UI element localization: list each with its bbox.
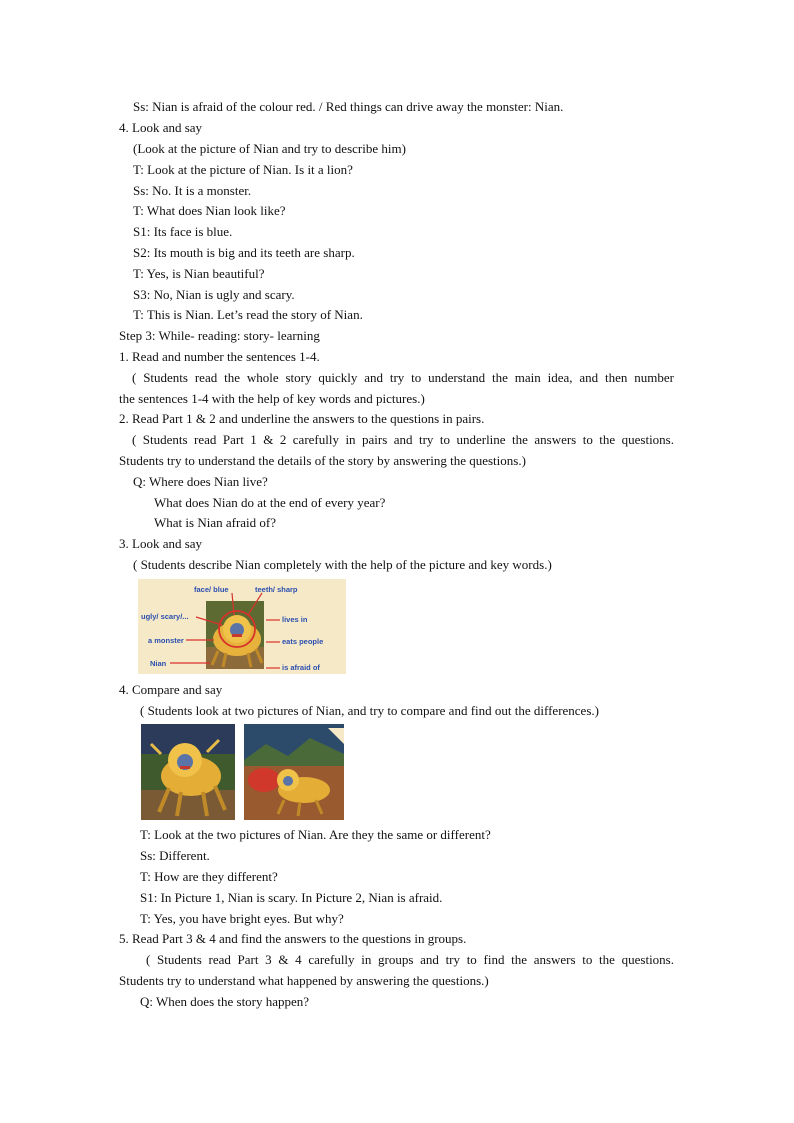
instruction-note: ( Students describe Nian completely with the help of the picture and key words.) xyxy=(133,557,552,572)
dialogue-line: T: Yes, you have bright eyes. But why? xyxy=(140,911,344,926)
dialogue-line: S3: No, Nian is ugly and scary. xyxy=(133,287,295,302)
section-heading: 3. Look and say xyxy=(119,536,203,551)
question-line: What does Nian do at the end of every year? xyxy=(154,495,386,510)
afraid-nian-illustration xyxy=(244,724,344,820)
dialogue-line: T: Look at the two pictures of Nian. Are they the same or different? xyxy=(140,827,491,842)
question-line: Q: When does the story happen? xyxy=(140,994,310,1009)
nian-picture-1 xyxy=(141,724,235,820)
dialogue-line: T: Yes, is Nian beautiful? xyxy=(133,266,265,281)
section-heading: 1. Read and number the sentences 1-4. xyxy=(119,349,320,364)
dialogue-line: S1: Its face is blue. xyxy=(133,224,233,239)
nian-picture-2 xyxy=(244,724,344,820)
instruction-note: ( Students read the whole story quickly and try to understand the main idea, and then number xyxy=(132,370,674,385)
label-face-blue: face/ blue xyxy=(194,585,229,594)
instruction-note: ( Students look at two pictures of Nian, and try to compare and find out the differences.) xyxy=(140,703,599,718)
dialogue-line: Ss: Nian is afraid of the colour red. / Red things can drive away the monster: Nian. xyxy=(133,99,564,114)
label-a-monster: a monster xyxy=(148,636,184,645)
dialogue-line: Ss: Different. xyxy=(140,848,210,863)
label-teeth-sharp: teeth/ sharp xyxy=(255,585,298,594)
instruction-note: the sentences 1-4 with the help of key words and pictures.) xyxy=(119,391,425,406)
label-lives-in: lives in xyxy=(282,615,308,624)
section-heading: 4. Compare and say xyxy=(119,682,223,697)
section-heading: 5. Read Part 3 & 4 and find the answers to the questions in groups. xyxy=(119,931,467,946)
section-heading: 2. Read Part 1 & 2 and underline the answers to the questions in pairs. xyxy=(119,411,485,426)
label-eats-people: eats people xyxy=(282,637,324,646)
instruction-note: Students try to understand what happened by answering the questions.) xyxy=(119,973,489,988)
dialogue-line: S2: Its mouth is big and its teeth are sharp. xyxy=(133,245,355,260)
dialogue-line: T: Look at the picture of Nian. Is it a lion? xyxy=(133,162,353,177)
dialogue-line: Ss: No. It is a monster. xyxy=(133,183,252,198)
instruction-note: Students try to understand the details of the story by answering the questions.) xyxy=(119,453,526,468)
dialogue-line: S1: In Picture 1, Nian is scary. In Picture 2, Nian is afraid. xyxy=(140,890,443,905)
dialogue-line: T: This is Nian. Let’s read the story of Nian. xyxy=(133,307,363,322)
instruction-note: ( Students read Part 1 & 2 carefully in pairs and try to underline the answers to the questions. xyxy=(132,432,674,447)
step-heading: Step 3: While- reading: story- learning xyxy=(119,328,320,343)
label-is-afraid-of: is afraid of xyxy=(282,663,320,672)
question-line: What is Nian afraid of? xyxy=(154,515,277,530)
scary-nian-illustration xyxy=(141,724,235,820)
section-heading: 4. Look and say xyxy=(119,120,203,135)
dialogue-line: T: What does Nian look like? xyxy=(133,203,286,218)
dialogue-line: T: How are they different? xyxy=(140,869,278,884)
question-line: Q: Where does Nian live? xyxy=(133,474,268,489)
nian-labeled-figure xyxy=(138,579,346,674)
instruction-note: (Look at the picture of Nian and try to describe him) xyxy=(133,141,406,156)
instruction-note: ( Students read Part 3 & 4 carefully in groups and try to find the answers to the questions. xyxy=(146,952,674,967)
label-nian: Nian xyxy=(150,659,167,668)
label-ugly-scary: ugly/ scary/... xyxy=(141,612,189,621)
nian-labeled-illustration xyxy=(138,579,346,674)
